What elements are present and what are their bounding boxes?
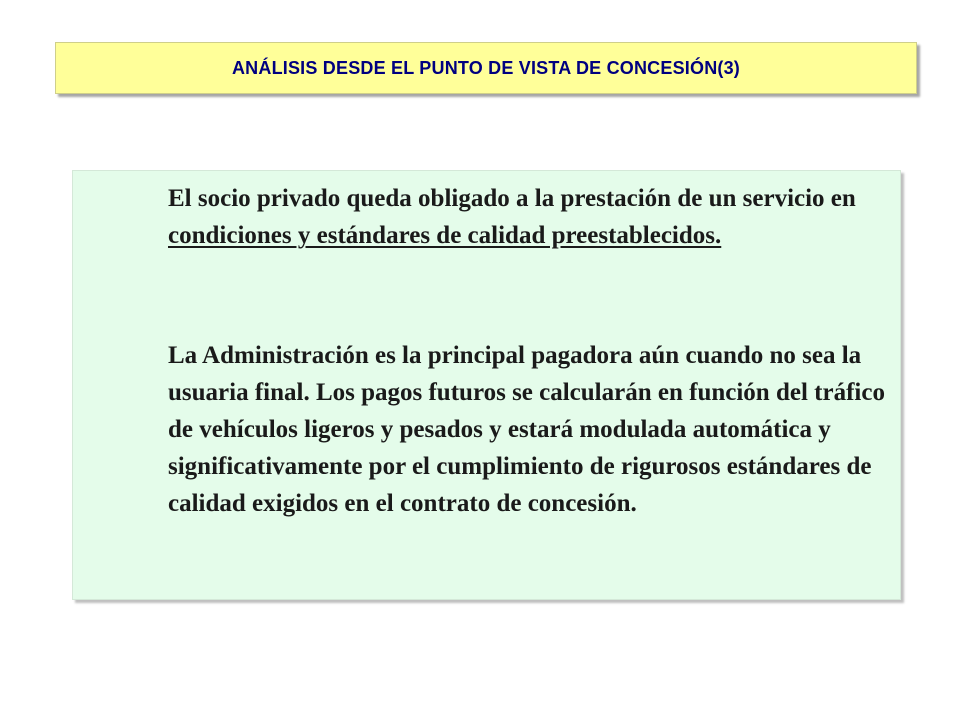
paragraph-obligations-text: El socio privado queda obligado a la prestación de un servicio en: [168, 185, 856, 212]
content-panel: [72, 170, 901, 600]
paragraph-obligations: [168, 180, 888, 254]
slide-title: ANÁLISIS DESDE EL PUNTO DE VISTA DE CONCESIÓN(3): [231, 57, 740, 78]
quality-standards-underlined-text: condiciones y estándares de calidad preestablecidos.: [168, 222, 722, 249]
title-banner: [55, 42, 917, 94]
paragraph-payments: La Administración es la principal pagadora aún cuando no sea la usuaria final. Los pagos futuros se calcularán en función del tráfico de vehículos ligeros y pesados y estará modulada automática y significativamente por el cumplimiento de rigurosos estándares de calidad exigidos en el contrato de concesión.: [168, 342, 885, 517]
